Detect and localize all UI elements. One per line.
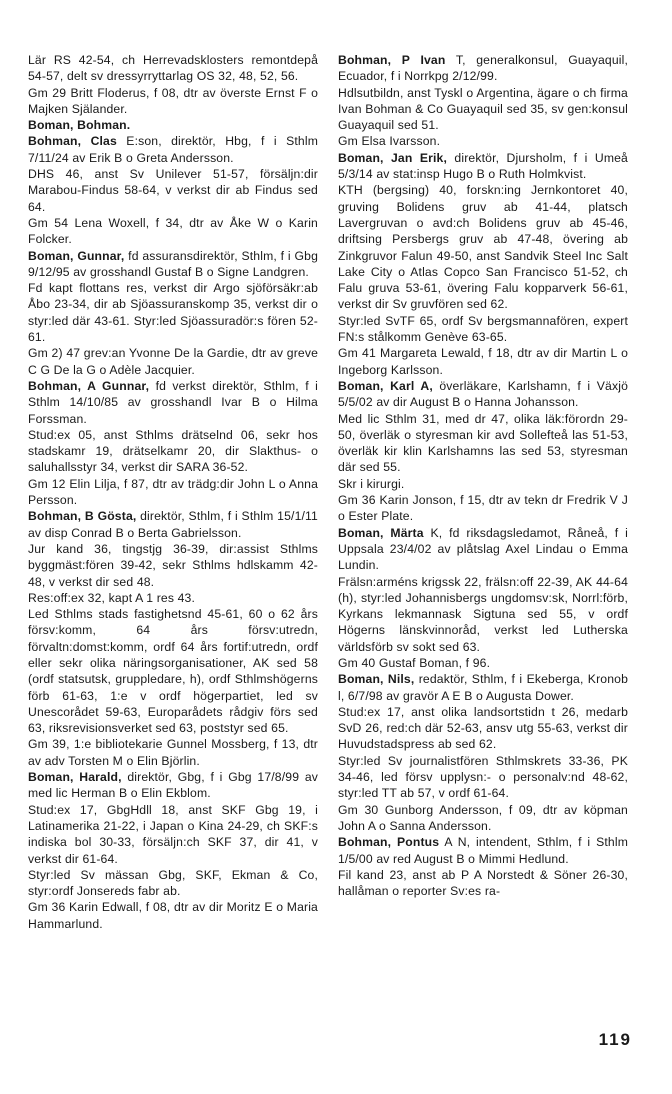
right-column bbox=[338, 52, 628, 899]
entry-text: Jur kand 36, tingstjg 36-39, dir:assist Sthlms byggmäst:fören 39-42, sekr Sthlms hdlskamm 42-48, v verkst dir sed 48. bbox=[28, 541, 318, 589]
biography-paragraph bbox=[28, 280, 318, 345]
biography-paragraph bbox=[28, 476, 318, 509]
entry-text: Stud:ex 05, anst Sthlms drätselnd 06, sekr hos stadskamr 19, drätselkamr 20, dir Slakthus- o saluhallsstyr 34, verkst dir SARA 36-52. bbox=[28, 427, 318, 475]
entry-text: fd assuransdirektör, Sthlm, f i Gbg 9/12/95 av grosshandl Gustaf B o Signe Landgren. bbox=[28, 248, 318, 279]
entry-text: E:son, direktör, Hbg, f i Sthlm 7/11/24 av Erik B o Greta Andersson. bbox=[28, 134, 318, 165]
biography-entry-heading bbox=[28, 133, 318, 166]
biography-paragraph bbox=[28, 345, 318, 378]
biography-paragraph bbox=[338, 85, 628, 134]
biography-paragraph bbox=[338, 492, 628, 525]
entry-text: Res:off:ex 32, kapt A 1 res 43. bbox=[28, 590, 196, 605]
entry-text: direktör, Gbg, f i Gbg 17/8/99 av med lic Herman B o Elin Ekblom. bbox=[28, 770, 318, 801]
entry-text: direktör, Djursholm, f i Umeå 5/3/14 av stat:insp Hugo B o Ruth Holmkvist. bbox=[338, 150, 628, 182]
biography-paragraph bbox=[338, 313, 628, 346]
entry-text: Gm Elsa Ivarsson. bbox=[338, 134, 441, 149]
entry-text: Stud:ex 17, anst olika landsortstidn t 26, medarb SvD 26, red:ch där 52-63, ansv utg 55-63, verkst dir Huvudstadspress ab sed 62. bbox=[338, 704, 628, 752]
biography-paragraph bbox=[28, 899, 318, 932]
entry-text: Hdlsutbildn, anst Tyskl o Argentina, ägare o ch firma Ivan Bohman & Co Guayaquil sed 35, sv gen:konsul Guayaquil sed 51. bbox=[338, 85, 628, 133]
entry-text: direktör, Sthlm, f i Sthlm 15/1/11 av disp Conrad B o Berta Gabrielsson. bbox=[28, 509, 318, 540]
biography-entry-heading bbox=[338, 378, 628, 411]
entry-text: Styr:led Sv mässan Gbg, SKF, Ekman & Co, styr:ordf Jonsereds fabr ab. bbox=[28, 867, 318, 899]
biography-entry-heading bbox=[28, 508, 318, 541]
entry-text: T, generalkonsul, Guayaquil, Ecuador, f i Norrkpg 2/12/99. bbox=[338, 53, 628, 84]
entry-text: Gm 36 Karin Edwall, f 08, dtr av dir Moritz E o Maria Hammarlund. bbox=[28, 900, 318, 931]
entry-name: Boman, Nils, bbox=[338, 672, 415, 687]
left-column bbox=[28, 52, 318, 932]
biography-paragraph bbox=[338, 753, 628, 802]
biography-paragraph bbox=[28, 590, 318, 606]
entry-text: Led Sthlms stads fastighetsnd 45-61, 60 o 62 års försv:komm, 64 års försv:utredn, förvaltn:domst:komm, ordf 64 års fortif:utredn, ordf eller sekr olika näringsorganisationer, AK sed 58 (ordf statsutsk, gruppledare, h), ordf Sthlmshögerns förb 61-63, 1:e v ordf högerpartiet, led sv Unescorådet 59-63, Europarådets rådgiv förs sed 63, riksrevisionsverket sed 63, poststyr sed 65. bbox=[28, 607, 318, 736]
entry-name: Bohman, Clas bbox=[28, 134, 117, 149]
entry-text: Gm 36 Karin Jonson, f 15, dtr av tekn dr Fredrik V J o Ester Plate. bbox=[338, 493, 628, 524]
entry-name: Boman, Karl A, bbox=[338, 378, 433, 393]
biography-paragraph bbox=[28, 736, 318, 769]
entry-text: KTH (bergsing) 40, forskn:ing Jernkontoret 40, gruving Bolidens gruv ab 41-44, platsch Lavergruvan o avd:ch Bolidens gruv ab 45-46, driftsing Persbergs gruv ab 47-48, övering ab Zinkgruvor Falun 49-50, anst Sandvik Steel Inc Salt Lake City o Atlas Copco San Francisco 51-52, ch Falu gruva 53-61, övering Falu kopparverk 56-61, verkst dir Sv gruvfören sed 62. bbox=[338, 183, 628, 312]
biography-entry-heading bbox=[338, 671, 628, 704]
biography-paragraph bbox=[338, 476, 628, 492]
entry-text: DHS 46, anst Sv Unilever 51-57, försäljn:dir Marabou-Findus 58-64, v verkst dir ab Findus sed 64. bbox=[28, 167, 318, 214]
entry-text: Styr:led SvTF 65, ordf Sv bergsmannafören, expert FN:s stålkomm Genève 63-65. bbox=[338, 313, 628, 345]
page-number: 119 bbox=[598, 1030, 632, 1049]
biography-paragraph bbox=[338, 345, 628, 378]
biography-paragraph bbox=[338, 867, 628, 900]
entry-text: Gm 30 Gunborg Andersson, f 09, dtr av köpman John A o Sanna Andersson. bbox=[338, 802, 628, 833]
entry-text: K, fd riksdagsledamot, Råneå, f i Uppsala 23/4/02 av plåtslag Axel Lindau o Emma Lundin. bbox=[338, 525, 628, 573]
biography-entry-heading bbox=[338, 52, 628, 85]
biography-paragraph bbox=[338, 133, 628, 149]
biography-paragraph bbox=[338, 574, 628, 655]
biography-paragraph bbox=[338, 704, 628, 753]
biography-paragraph bbox=[28, 427, 318, 476]
entry-name: Bohman, A Gunnar, bbox=[28, 378, 150, 393]
entry-text: Fil kand 23, anst ab P A Norstedt & Söner 26-30, hallåman o reporter Sv:es ra- bbox=[338, 867, 628, 899]
entry-name: Boman, Märta bbox=[338, 525, 424, 540]
entry-name: Bohman, B Gösta, bbox=[28, 509, 137, 524]
entry-name: Bohman, P Ivan bbox=[338, 53, 446, 67]
biography-paragraph bbox=[28, 215, 318, 248]
entry-text: Skr i kirurgi. bbox=[338, 476, 405, 491]
biography-entry-heading bbox=[28, 117, 318, 133]
entry-text: A N, intendent, Sthlm, f i Sthlm 1/5/00 av red August B o Mimmi Hedlund. bbox=[338, 835, 628, 866]
entry-text: Gm 40 Gustaf Boman, f 96. bbox=[338, 655, 491, 670]
biography-paragraph bbox=[338, 802, 628, 835]
entry-text: Lär RS 42-54, ch Herrevadsklosters remontdepå 54-57, delt sv dressyrryttarlag OS 32, 48, 52, 56. bbox=[28, 53, 318, 84]
entry-name: Boman, Jan Erik, bbox=[338, 150, 448, 165]
biography-paragraph bbox=[28, 867, 318, 900]
biography-entry-heading bbox=[28, 248, 318, 281]
entry-text: Gm 2) 47 grev:an Yvonne De la Gardie, dtr av greve C G De la G o Adèle Jacquier. bbox=[28, 346, 318, 377]
biography-paragraph bbox=[338, 655, 628, 671]
biography-entry-heading bbox=[338, 834, 628, 867]
entry-text: Gm 39, 1:e bibliotekarie Gunnel Mossberg, f 13, dtr av adv Torsten M o Elin Björlin. bbox=[28, 737, 318, 768]
entry-name: Boman, Gunnar, bbox=[28, 248, 125, 263]
biography-paragraph bbox=[338, 411, 628, 476]
biography-paragraph bbox=[28, 541, 318, 590]
biography-paragraph bbox=[28, 85, 318, 118]
entry-name: Boman, Bohman. bbox=[28, 118, 131, 133]
entry-text: fd verkst direktör, Sthlm, f i Sthlm 14/10/85 av grosshandl Ivar B o Hilma Forssman. bbox=[28, 378, 319, 426]
entry-name: Bohman, Pontus bbox=[338, 835, 440, 850]
entry-text: Stud:ex 17, GbgHdll 18, anst SKF Gbg 19, i Latinamerika 21-22, i Japan o Kina 24-29, ch SKF:s indiska bol 30-33, försäljn:ch SKF 37, dir 41, v verkst dir 61-64. bbox=[28, 802, 318, 866]
entry-text: Frälsn:arméns krigssk 22, frälsn:off 22-39, AK 44-64 (h), styr:led Johannisbergs ungdomsv:sk, Norrl:förb, Kyrkans lekmannask Sigtuna sed 55, v ordf Högerns länskvinnoråd, verkst led Lutherska världsförb sv sokt sed 63. bbox=[338, 574, 628, 654]
biography-paragraph bbox=[28, 802, 318, 867]
biography-entry-heading bbox=[28, 769, 318, 802]
biography-entry-heading bbox=[28, 378, 318, 427]
biography-entry-heading bbox=[338, 150, 628, 183]
biography-paragraph bbox=[28, 606, 318, 736]
biography-entry-heading bbox=[338, 525, 628, 574]
entry-text: Styr:led Sv journalistfören Sthlmskrets 33-36, PK 34-46, led försv upplysn:- o personalv:nd 48-62, styr:led TT ab 57, v ordf 61-64. bbox=[338, 753, 628, 801]
entry-text: Gm 41 Margareta Lewald, f 18, dtr av dir Martin L o Ingeborg Karlsson. bbox=[338, 346, 628, 377]
biography-paragraph bbox=[28, 166, 318, 215]
entry-text: Med lic Sthlm 31, med dr 47, olika läk:förordn 29-50, överläk o styresman kir avd Sollefteå las 51-53, överläk kir klin Karlshamns las sed 53, styresman där sed 55. bbox=[338, 411, 628, 475]
entry-text: Gm 12 Elin Lilja, f 87, dtr av trädg:dir John L o Anna Persson. bbox=[28, 476, 318, 508]
entry-text: redaktör, Sthlm, f i Ekeberga, Kronob l, 6/7/98 av gravör A E B o Augusta Dower. bbox=[338, 672, 628, 703]
biography-paragraph bbox=[28, 52, 318, 85]
biography-paragraph bbox=[338, 182, 628, 312]
entry-text: överläkare, Karlshamn, f i Växjö 5/5/02 av dir August B o Hanna Johansson. bbox=[338, 378, 629, 410]
entry-text: Fd kapt flottans res, verkst dir Argo sjöförsäkr:ab Åbo 23-34, dir ab Sjöassuranskomp 35, verkst dir o styr:led där 43-61. Styr:led Sjöassuradör:s fören 52-61. bbox=[28, 281, 318, 345]
entry-text: Gm 29 Britt Floderus, f 08, dtr av överste Ernst F o Majken Själander. bbox=[28, 85, 318, 116]
entry-name: Boman, Harald, bbox=[28, 770, 122, 785]
entry-text: Gm 54 Lena Woxell, f 34, dtr av Åke W o Karin Folcker. bbox=[28, 215, 318, 247]
